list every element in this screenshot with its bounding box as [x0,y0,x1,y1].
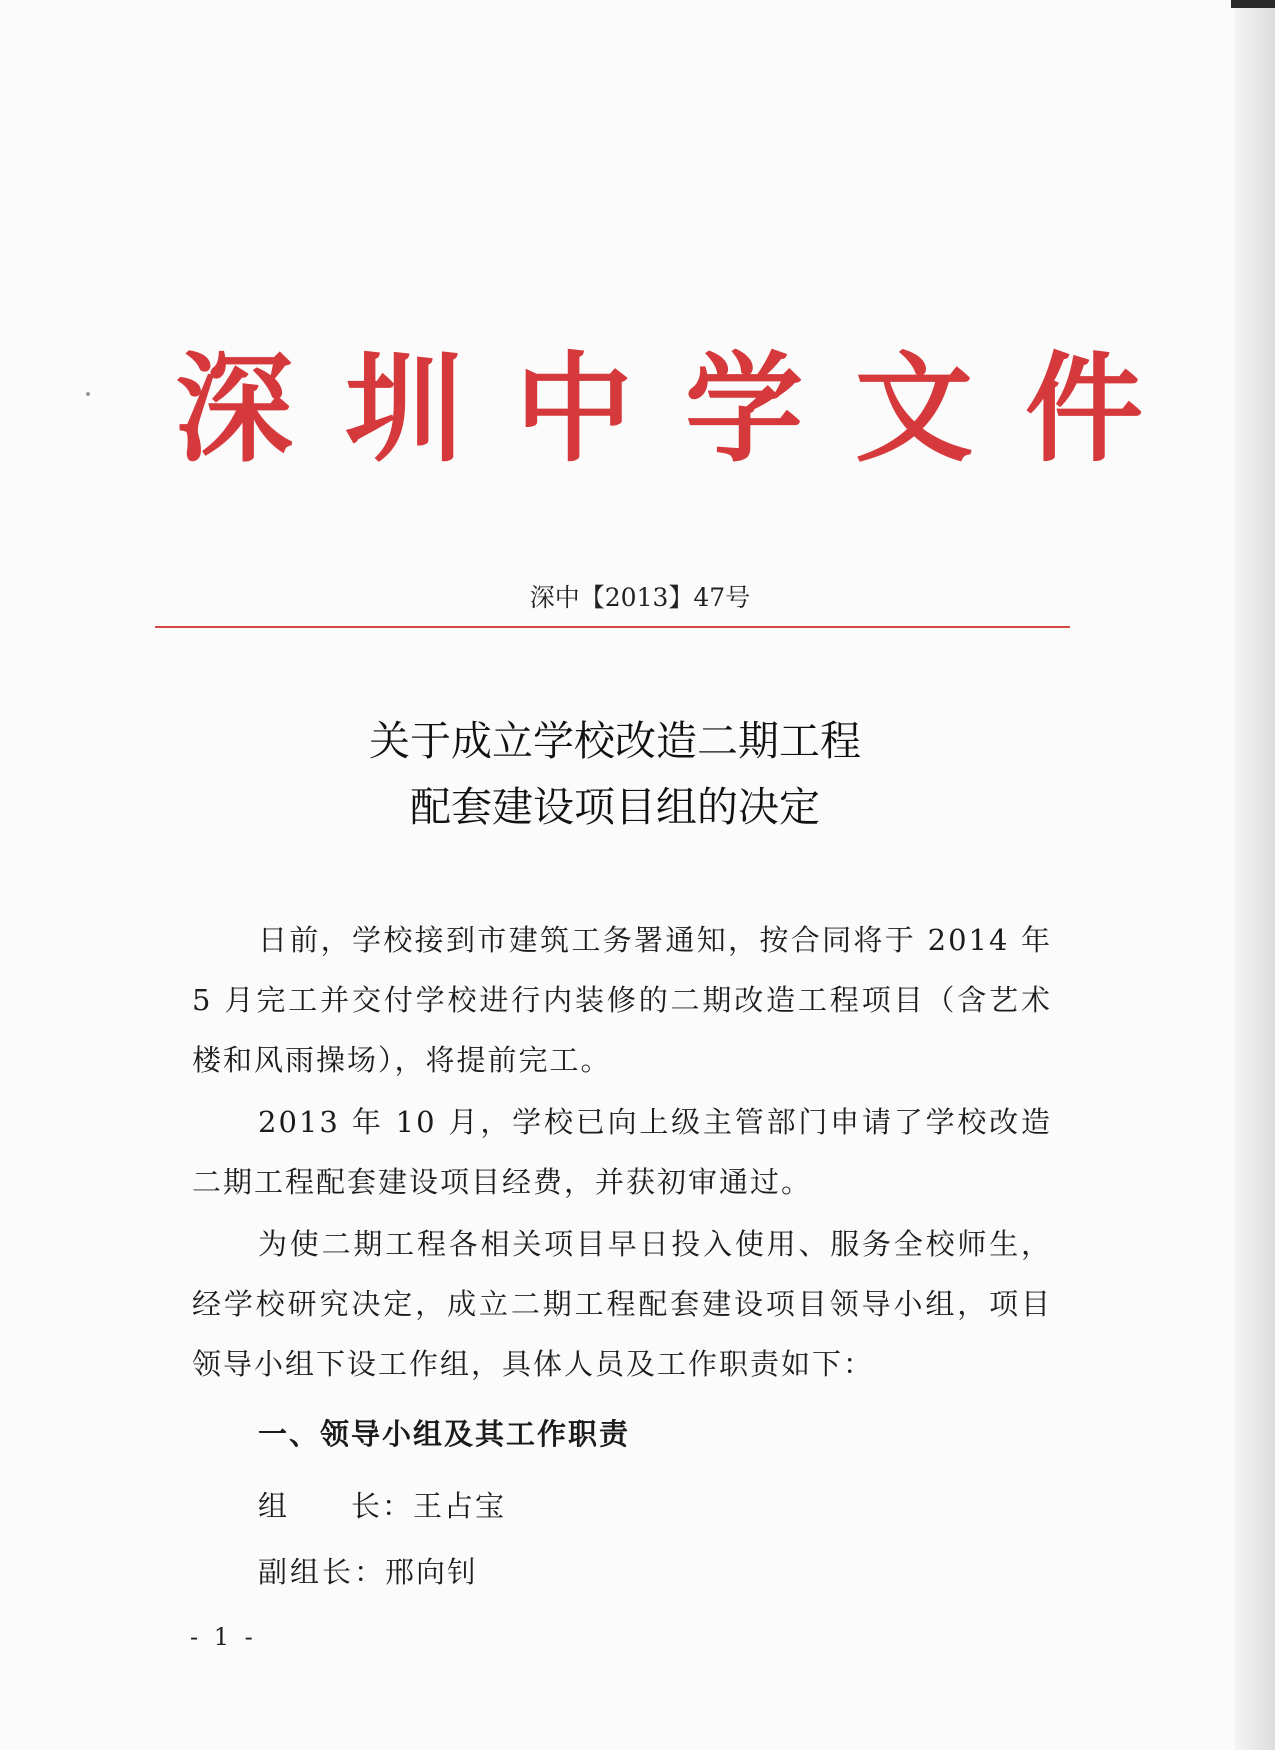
body-paragraph-2: 2013 年 10 月，学校已向上级主管部门申请了学校改造二期工程配套建设项目经费，并获初审通过。 [192,1105,1052,1199]
member-colon: ： [382,1489,414,1523]
member-name: 邢向钊 [385,1555,479,1589]
member-deputy-leader [258,1550,478,1591]
scan-edge-mark [1231,0,1275,8]
member-role: 副组长 [258,1555,355,1589]
document-number: 深中【2013】47号 [529,583,751,612]
body-paragraph-3: 为使二期工程各相关项目早日投入使用、服务全校师生，经学校研究决定，成立二期工程配套建设项目领导小组，项目领导小组下设工作组，具体人员及工作职责如下： [192,1227,1052,1381]
body-paragraph-1: 日前，学校接到市建筑工务署通知，按合同将于 2014 年 5 月完工并交付学校进行内装修的二期改造工程项目（含艺术楼和风雨操场），将提前完工。 [192,923,1052,1077]
member-colon: ： [354,1555,386,1589]
member-leader [258,1484,506,1525]
page-number: - 1 - [190,1623,257,1651]
member-name: 王占宝 [413,1489,507,1523]
document-title [175,708,1055,840]
scan-edge-shadow [1235,0,1275,1750]
red-divider-rule [155,626,1070,628]
section-heading: 一、领导小组及其工作职责 [258,1417,631,1451]
document-masthead: 深圳中学文件 [175,339,1196,478]
title-line-2: 配套建设项目组的决定 [410,783,820,831]
title-line-1: 关于成立学校改造二期工程 [369,717,861,765]
scan-speck [86,392,90,396]
member-role: 组长 [258,1489,382,1523]
document-body [192,910,1052,1396]
